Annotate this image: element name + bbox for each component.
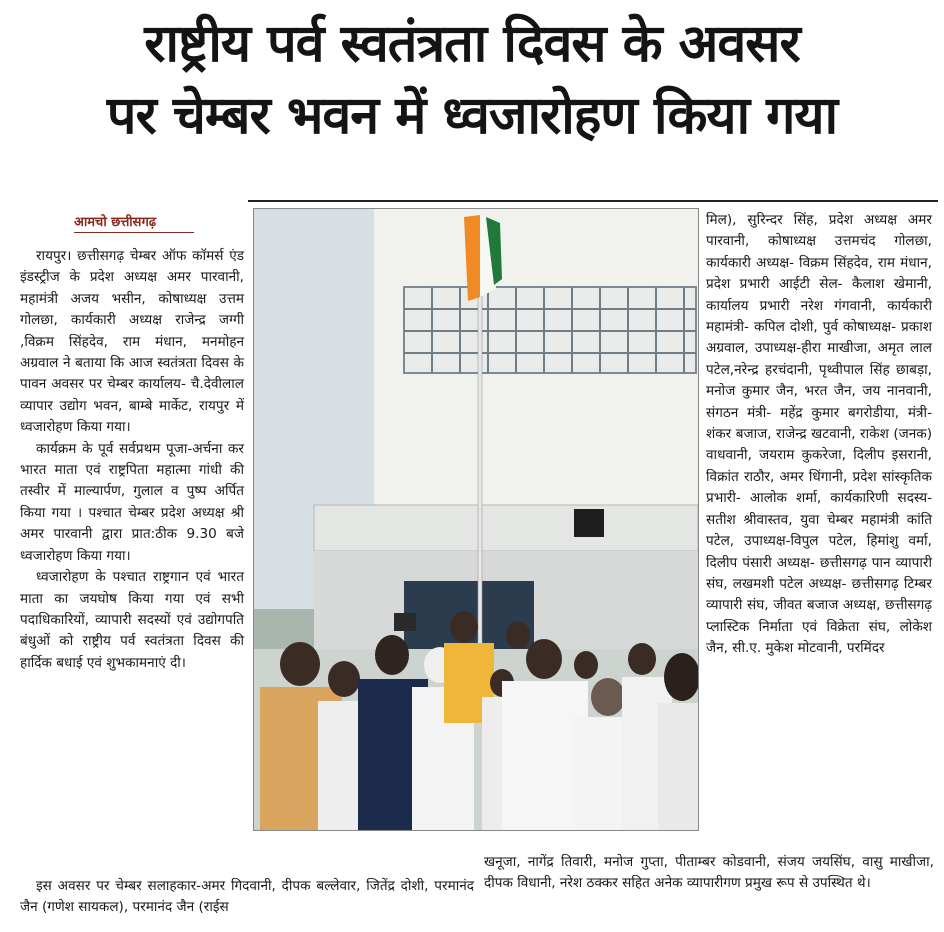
article-paragraph-4: इस अवसर पर चेम्बर सलाहकार-अमर गिदवानी, दीपक बल्लेवार, जितेंद्र दोशी, परमानंद जैन (गणेश सायकल), परमानंद जैन (राईस (20, 878, 474, 916)
article-paragraph-1: रायपुर। छत्तीसगढ़ चेम्बर ऑफ कॉमर्स एंड इंडस्ट्रीज के प्रदेश अध्यक्ष अमर पारवानी, महामंत्री अजय भसीन, कोषाध्यक्ष उत्तम गोलछा, कार्यकारी अध्यक्ष राजेन्द्र जग्गी ,विक्रम सिंहदेव, राम मंधान, मनमोहन अग्रवाल ने बताया कि आज स्वतंत्रता दिवस के पावन अवसर पर चेम्बर कार्यालय- चै.देवीलाल व्यापार उद्योग भवन, बाम्बे मार्केट, रायपुर में ध्वजारोहण किया गया। (20, 248, 244, 436)
article-closing-text: खनूजा, नागेंद्र तिवारी, मनोज गुप्ता, पीताम्बर कोडवानी, संजय जयसिंघ, वासु माखीजा, दीपक विधानी, नरेश ठक्कर सहित अनेक व्यापारीगण प्रमुख रूप से उपस्थित थे। (484, 854, 934, 892)
article-column-3 (706, 210, 932, 660)
byline-rule (74, 232, 194, 233)
article-bottom-left (20, 876, 474, 919)
article-paragraph-2: कार्यक्रम के पूर्व सर्वप्रथम पूजा-अर्चना कर भारत माता एवं राष्ट्रपिता महात्मा गांधी की तस्वीर में माल्यार्पण, गुलाल व पुष्प अर्पित किया गया । पश्चात चेम्बर प्रदेश अध्यक्ष श्री अमर पारवानी द्वारा प्रात:ठीक 9.30 बजे ध्वजारोहण किया गया। (20, 440, 244, 564)
headline-line-1: राष्ट्रीय पर्व स्वतंत्रता दिवस के अवसर (144, 14, 800, 74)
article-paragraph-3: ध्वजारोहण के पश्चात राष्ट्रगान एवं भारत माता का जयघोष किया गया एवं सभी पदाधिकारियों, व्यापारी सदस्यों एवं उद्योगपति बंधुओं को राष्ट्रीय पर्व स्वतंत्रता दिवस की हार्दिक बधाई एवं शुभकामनाएं दी। (20, 569, 244, 671)
byline: आमचो छत्तीसगढ़ (74, 215, 157, 230)
article-column-1 (20, 246, 244, 674)
top-rule (248, 200, 938, 202)
headline (0, 8, 944, 152)
flood-light (574, 509, 604, 537)
headline-line-2: पर चेम्बर भवन में ध्वजारोहण किया गया (106, 86, 838, 146)
balcony-slab (314, 505, 698, 551)
article-bottom-right (484, 852, 934, 895)
flag-hoisting-photo (254, 209, 698, 830)
news-photo (253, 208, 699, 831)
article-column-3-text: मिल), सुरिन्दर सिंह, प्रदेश अध्यक्ष अमर पारवानी, कोषाध्यक्ष उत्तमचंद गोलछा, कार्यकारी अध्यक्ष- विक्रम सिंहदेव, राम मंधान, प्रदेश प्रभारी आईटी सेल- कैलाश खेमानी, कार्यालय प्रभारी नरेश गंगवानी, कार्यकारी महामंत्री- कपिल दोशी, पुर्व कोषाध्यक्ष- प्रकाश अग्रवाल, उपाध्यक्ष-हीरा माखीजा, अमृत लाल पटेल,नरेन्द्र हरचंदानी, पृथ्वीपाल सिंह छाबड़ा, मनोज कुमार जैन, भरत जैन, जय नानवानी, संगठन मंत्री- महेंद्र कुमार बगरोडीया, मंत्री- शंकर बजाज, राजेन्द्र खटवानी, राकेश (जनक) वाधवानी, जयराम कुकरेजा, दिलीप इसरानी, विक्रांत राठौर, अमर धिंगानी, प्रदेश सांस्कृतिक प्रभारी- आलोक शर्मा, कार्यकारिणी सदस्य- सतीश श्रीवास्तव, युवा चेम्बर महामंत्री कांति पटेल, उपाध्यक्ष-विपुल पटेल, हिमांशु वर्मा, दिलीप पंसारी अध्यक्ष- छत्तीसगढ़ पान व्यापारी संघ, लखमशी पटेल अध्यक्ष- छत्तीसगढ़ टिम्बर व्यापारी संघ, जीवत बजाज अध्यक्ष, छत्तीसगढ़ प्लास्टिक निर्माता एवं विक्रेता संघ, लोकेश जैन, सी.ए. मुकेश मोटवानी, परमिंदर (706, 212, 932, 657)
